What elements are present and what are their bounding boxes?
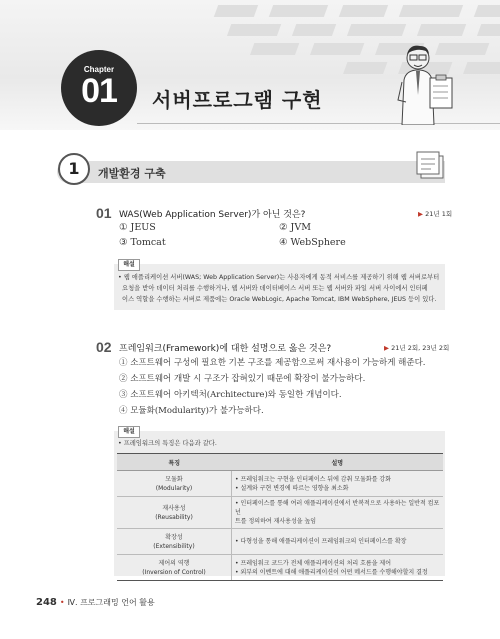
q1-option-3: ③ Tomcat xyxy=(119,237,166,248)
q2-option-4: ④ 모듈화(Modularity)가 불가능하다. xyxy=(119,406,264,416)
chapter-number: 01 xyxy=(81,72,117,110)
q1-exam-tag: ▶ 21년 1회 xyxy=(418,210,453,218)
q1-explanation-badge: 해설 xyxy=(118,259,140,271)
table-cell-description: • 프레임워크 코드가 전체 애플리케이션의 처리 흐름을 제어 • 외부의 이벤트에 대해 애플리케이션이 어떤 메서드를 수행해야할지 결정 xyxy=(232,555,444,581)
q1-explanation-line-2: 요청을 받아 데이터 처리를 수행하거나, 웹 서버와 데이터베이스 서버 또는 웹 서버와 파일 서버 사이에서 인터페 xyxy=(122,285,428,292)
chapter-badge xyxy=(61,50,137,126)
q2-explanation-badge: 해설 xyxy=(118,426,140,438)
q1-text: WAS(Web Application Server)가 아닌 것은? xyxy=(119,210,306,220)
table-header-feature: 특징 xyxy=(117,454,232,471)
page-number: 248 xyxy=(36,597,57,608)
q1-number: 01 xyxy=(96,205,112,221)
q2-option-3: ③ 소프트웨어 아키텍처(Architecture)와 동일한 개념이다. xyxy=(119,390,342,400)
table-row xyxy=(117,497,443,529)
checklist-icon xyxy=(415,150,447,182)
footer-separator-icon: • xyxy=(59,598,65,607)
q2-exam-tag: ▶ 21년 2회, 23년 2회 xyxy=(384,344,450,352)
q1-option-1: ① JEUS xyxy=(119,222,156,233)
teacher-illustration-icon xyxy=(396,40,456,125)
q1-explanation-line-1: • 웹 애플리케이션 서버(WAS; Web Application Server)는 사용자에게 동적 서비스를 제공하기 위해 웹 서버로부터 xyxy=(118,274,440,281)
triangle-icon: ▶ xyxy=(418,210,426,218)
q1-option-2: ② JVM xyxy=(279,222,311,233)
table-row xyxy=(117,471,443,497)
table-cell-description: • 인터페이스를 통해 여러 애플리케이션에서 반복적으로 사용하는 일반적 컴포넌 트를 정의하여 재사용성을 높임 xyxy=(232,497,444,529)
q2-option-1: ① 소프트웨어 구성에 필요한 기본 구조를 제공함으로써 재사용이 가능하게 해준다. xyxy=(119,358,426,368)
table-cell-feature: 제어의 역행 (Inversion of Control) xyxy=(117,555,232,581)
q2-option-2: ② 소프트웨어 개발 시 구조가 잡혀있기 때문에 확장이 불가능하다. xyxy=(119,374,366,384)
table-header-row xyxy=(117,454,443,471)
q2-number: 02 xyxy=(96,339,112,355)
triangle-icon: ▶ xyxy=(384,344,392,352)
table-cell-description: • 프레임워크는 구현을 인터페이스 뒤에 감춰 모듈화를 강화 • 설계와 구현 변경에 따르는 영향을 최소화 xyxy=(232,471,444,497)
footer-part-title: Ⅳ. 프로그래밍 언어 활용 xyxy=(67,598,155,607)
table-header-description: 설명 xyxy=(232,454,444,471)
page-footer xyxy=(36,597,155,608)
q2-explanation-intro: • 프레임워크의 특징은 다음과 같다. xyxy=(118,440,217,447)
q1-option-4: ④ WebSphere xyxy=(279,237,346,248)
table-cell-description: • 다형성을 통해 애플리케이션이 프레임워크의 인터페이스를 확장 xyxy=(232,529,444,555)
table-row xyxy=(117,555,443,581)
section-number: 1 xyxy=(58,153,90,185)
table-row xyxy=(117,529,443,555)
chapter-header xyxy=(0,0,500,130)
section-title: 개발환경 구축 xyxy=(98,167,166,180)
q1-explanation-line-3: 이스 역할을 수행하는 서버로 제품에는 Oracle WebLogic, Apache Tomcat, IBM WebSphere, JEUS 등이 있다. xyxy=(122,296,437,303)
chapter-label: Chapter xyxy=(83,65,115,74)
chapter-title: 서버프로그램 구현 xyxy=(152,88,323,112)
framework-features-table xyxy=(117,453,443,581)
q2-text: 프레임워크(Framework)에 대한 설명으로 옳은 것은? xyxy=(119,344,332,354)
table-cell-feature: 확장성 (Extensibility) xyxy=(117,529,232,555)
table-cell-feature: 모듈화 (Modularity) xyxy=(117,471,232,497)
table-cell-feature: 재사용성 (Reusability) xyxy=(117,497,232,529)
